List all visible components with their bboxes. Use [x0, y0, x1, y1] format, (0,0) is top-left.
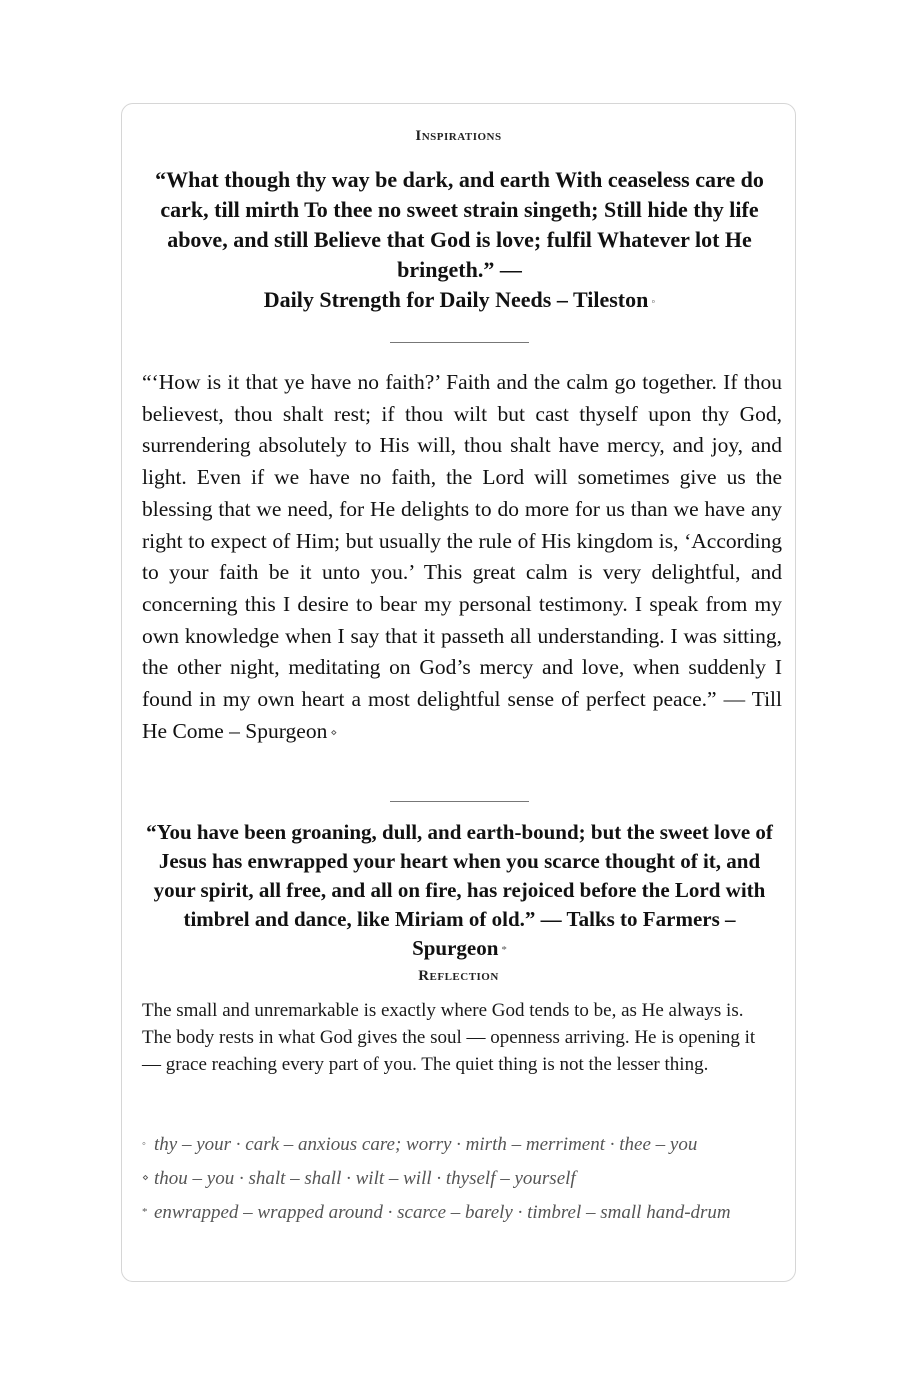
glossary-item	[142, 1132, 762, 1158]
glossary-item	[142, 1200, 762, 1226]
glossary-text: thy – your · cark – anxious care; worry · mirth – merriment · thee – you	[154, 1134, 698, 1155]
quote-source: Daily Strength for Daily Needs – Tileston	[263, 287, 649, 312]
section-divider	[390, 801, 529, 802]
footnote-mark-diamond: ⋄	[330, 726, 338, 739]
footnote-mark-circle: ◦	[142, 1138, 146, 1150]
quote-text: “What though thy way be dark, and earth With ceaseless care do cark, till mirth To thee no sweet strain singeth; Still hide thy life above, and still Believe that God is love; fulfil Whatever lot He bringeth.” —	[155, 167, 764, 282]
glossary-text: enwrapped – wrapped around · scarce – barely · timbrel – small hand-drum	[154, 1202, 731, 1223]
quote-text: “You have been groaning, dull, and earth-bound; but the sweet love of Jesus has enwrapped your heart when you scarce thought of it, and your spirit, all free, and all on fire, has rejoiced before the Lord with timbrel and dance, like Miriam of old.” — Talks to Farmers – Spurgeon	[146, 820, 773, 960]
footnote-mark-asterisk: *	[142, 1206, 148, 1218]
reflection-paragraph: The small and unremarkable is exactly where God tends to be, as He always is. The body rests in what God gives the soul — openness arriving. He is opening it — grace reaching every part of you. The quiet thing is not the lesser thing.	[142, 1000, 756, 1075]
glossary-text: thou – you · shalt – shall · wilt – will · thyself – yourself	[154, 1167, 576, 1189]
footnote-mark-circle: ◦	[651, 296, 656, 308]
quote-till-he-come	[142, 367, 782, 749]
quote-text: “‘How is it that ye have no faith?’ Faith and the calm go together. If thou believest, thou shalt rest; if thou wilt but cast thyself upon thy God, surrendering absolutely to His will, thou shalt have mercy, and joy, and light. Even if we have no faith, the Lord will sometimes give us the blessing that we need, for He delights to do more for us than we have any right to expect of Him; but usually the rule of His kingdom is, ‘According to your faith be it unto you.’ This great calm is very delightful, and concerning this I desire to bear my personal testimony. I speak from my own knowledge when I say that it passeth all understanding. I was sitting, the other night, meditating on God’s mercy and love, when suddenly I found in my own heart a most delightful sense of perfect peace.” — Till He Come – Spurgeon	[142, 370, 782, 743]
footnote-mark-diamond: ⋄	[142, 1171, 149, 1184]
inspirations-heading: Inspirations	[415, 128, 502, 144]
quote-tileston	[142, 165, 777, 317]
reflection-heading: Reflection	[418, 968, 499, 984]
glossary-item	[142, 1166, 762, 1192]
footnote-mark-asterisk: *	[501, 944, 507, 956]
devotional-card	[121, 103, 796, 1282]
section-divider	[390, 342, 529, 343]
glossary-notes	[142, 1132, 762, 1226]
quote-talks-to-farmers	[138, 818, 781, 965]
